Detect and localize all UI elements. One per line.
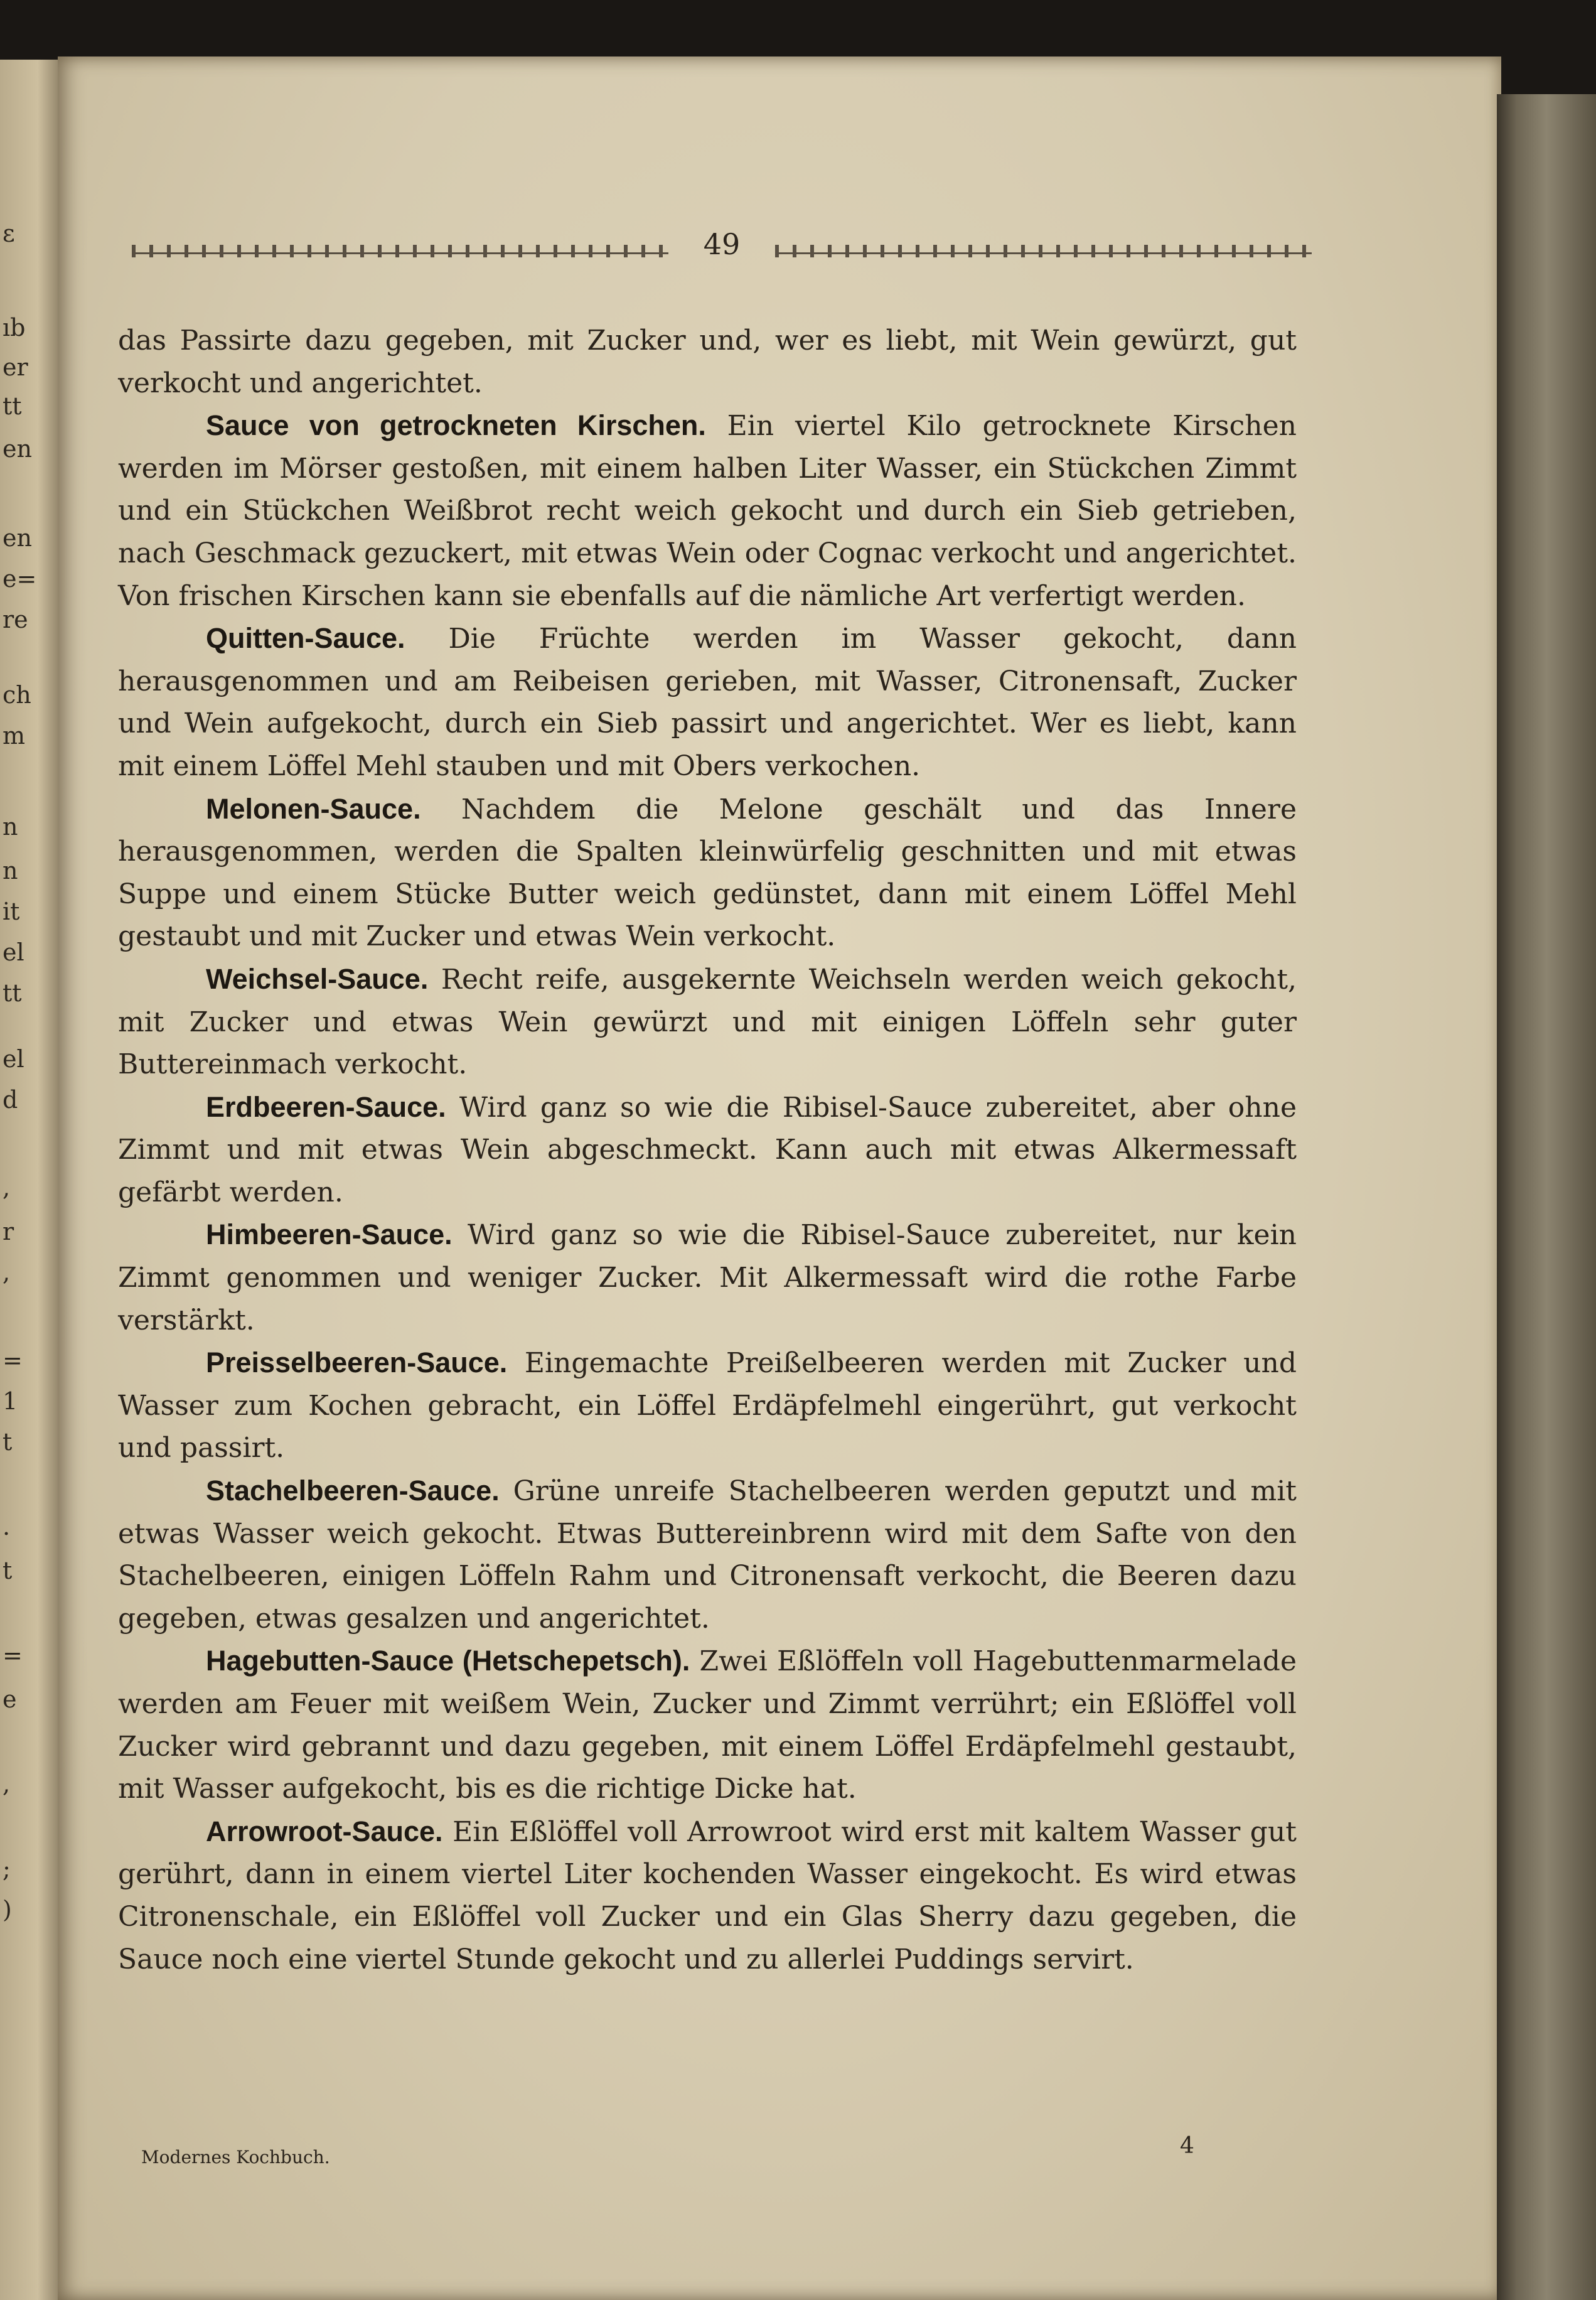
footer-signature-mark: 4 bbox=[1180, 2133, 1194, 2159]
facing-page-fragment: t bbox=[3, 1428, 13, 1456]
facing-page-fragment: er bbox=[3, 353, 28, 381]
paragraph-text: Zwei Eßlöffeln voll Hagebuttenmarmelade werden am Feuer mit weißem Wein, Zucker und Zimmt verrührt; ein Eßlöffel voll Zucker wird gebrannt und dazu gegeben, mit einem Löffel Erdäpfelmehl gestaubt, mit Wasser aufgekocht, bis es die richtige Dicke hat. bbox=[118, 1645, 1297, 1805]
paragraph bbox=[118, 1213, 1297, 1341]
recipe-title: Hagebutten-Sauce (Hetschepetsch). bbox=[206, 1645, 690, 1677]
paragraph-text: Nachdem die Melone geschält und das Innere herausgenommen, werden die Spalten kleinwürfelig geschnitten und mit etwas Suppe und einem Stücke Butter weich gedünstet, dann mit einem Löffel Mehl gestaubt und mit Zucker und etwas Wein verkocht. bbox=[118, 793, 1297, 953]
paragraph-text: Wird ganz so wie die Ribisel-Sauce zubereitet, nur kein Zimmt genommen und weniger Zucker. Mit Alkermessaft wird die rothe Farbe verstärkt. bbox=[118, 1219, 1297, 1336]
paragraph-text: Wird ganz so wie die Ribisel-Sauce zubereitet, aber ohne Zimmt und mit etwas Wein abgeschmeckt. Kann auch mit etwas Alkermessaft gefärbt werden. bbox=[118, 1091, 1297, 1208]
recipe-title: Stachelbeeren-Sauce. bbox=[206, 1475, 500, 1507]
paragraph-text: das Passirte dazu gegeben, mit Zucker und, wer es liebt, mit Wein gewürzt, gut verkocht und angerichtet. bbox=[118, 325, 1297, 399]
header-ornament-left bbox=[132, 245, 668, 257]
facing-page-fragment: m bbox=[3, 722, 26, 750]
facing-page-fragment: ɛ bbox=[3, 220, 15, 247]
recipe-title: Himbeeren-Sauce. bbox=[206, 1218, 453, 1251]
facing-page-fragment: , bbox=[3, 1259, 11, 1286]
facing-page-fragment: en bbox=[3, 435, 32, 463]
page-header bbox=[132, 227, 1312, 271]
recipe-title: Preisselbeeren-Sauce. bbox=[206, 1346, 508, 1379]
book-cover-edge bbox=[1497, 94, 1596, 2300]
facing-page-fragment: ; bbox=[3, 1855, 11, 1883]
page-body bbox=[118, 319, 1297, 1980]
facing-page-fragment: el bbox=[3, 1045, 24, 1073]
paragraph bbox=[118, 958, 1297, 1086]
paragraph bbox=[118, 617, 1297, 787]
facing-page-fragment: ch bbox=[3, 681, 31, 709]
paragraph bbox=[118, 1341, 1297, 1470]
paragraph-text: Recht reife, ausgekernte Weichseln werden weich gekocht, mit Zucker und etwas Wein gewürzt und mit einigen Löffeln sehr guter Buttereinmach verkocht. bbox=[118, 963, 1297, 1081]
facing-page-fragment: el bbox=[3, 938, 24, 966]
facing-page-fragment: e bbox=[3, 1685, 17, 1713]
paragraph-text: Ein viertel Kilo getrocknete Kirschen werden im Mörser gestoßen, mit einem halben Liter Wasser, ein Stückchen Zimmt und ein Stückchen Weißbrot recht weich gekocht und durch ein Sieb getrieben, nach Geschmack gezuckert, mit etwas Wein oder Cognac verkocht und angerichtet. Von frischen Kirschen kann sie ebenfalls auf die nämliche Art verfertigt werden. bbox=[118, 410, 1297, 612]
facing-page-fragment: tt bbox=[3, 979, 22, 1007]
paragraph bbox=[118, 404, 1297, 617]
facing-page-fragment: r bbox=[3, 1218, 14, 1245]
facing-page-fragment: tt bbox=[3, 392, 22, 420]
paragraph-text: Die Früchte werden im Wasser gekocht, dann herausgenommen und am Reibeisen gerieben, mit Wasser, Citronensaft, Zucker und Wein aufgekocht, durch ein Sieb passirt und angerichtet. Wer es liebt, kann mit einem Löffel Mehl stauben und mit Obers verkochen. bbox=[118, 623, 1297, 782]
footer-book-title: Modernes Kochbuch. bbox=[141, 2147, 330, 2168]
paragraph-text: Grüne unreife Stachelbeeren werden geputzt und mit etwas Wasser weich gekocht. Etwas Buttereinbrenn wird mit dem Safte von den Stachelbeeren, einigen Löffeln Rahm und Citronensaft verkocht, die Beeren dazu gegeben, etwas gesalzen und angerichtet. bbox=[118, 1475, 1297, 1635]
facing-page-fragment: e= bbox=[3, 565, 37, 593]
paragraph bbox=[118, 1810, 1297, 1980]
facing-page-fragment: t bbox=[3, 1557, 13, 1584]
facing-page-fragment: = bbox=[3, 1642, 23, 1669]
facing-page-fragment: n bbox=[3, 857, 18, 884]
facing-page-edge bbox=[0, 60, 63, 2300]
facing-page-fragment: . bbox=[3, 1513, 11, 1540]
facing-page-fragment: = bbox=[3, 1346, 23, 1374]
facing-page-fragment: ıb bbox=[3, 314, 26, 341]
paragraph-text: Eingemachte Preißelbeeren werden mit Zucker und Wasser zum Kochen gebracht, ein Löffel Erdäpfelmehl eingerührt, gut verkocht und passirt. bbox=[118, 1347, 1297, 1464]
facing-page-fragment: n bbox=[3, 813, 18, 841]
recipe-title: Weichsel-Sauce. bbox=[206, 962, 429, 995]
page-number: 49 bbox=[703, 227, 741, 261]
facing-page-fragment: , bbox=[3, 1174, 11, 1201]
recipe-title: Arrowroot-Sauce. bbox=[206, 1815, 443, 1847]
recipe-title: Sauce von getrockneten Kirschen. bbox=[206, 409, 706, 442]
paragraph bbox=[118, 788, 1297, 958]
recipe-title: Melonen-Sauce. bbox=[206, 792, 421, 825]
facing-page-fragment: 1 bbox=[3, 1387, 18, 1415]
paragraph bbox=[118, 319, 1297, 404]
recipe-title: Quitten-Sauce. bbox=[206, 622, 405, 655]
facing-page-fragment: en bbox=[3, 524, 32, 552]
paragraph bbox=[118, 1086, 1297, 1214]
facing-page-fragment: re bbox=[3, 606, 28, 633]
facing-page-fragment: it bbox=[3, 898, 20, 925]
paragraph bbox=[118, 1470, 1297, 1640]
paragraph bbox=[118, 1640, 1297, 1810]
header-ornament-right bbox=[775, 245, 1312, 257]
recipe-title: Erdbeeren-Sauce. bbox=[206, 1090, 446, 1123]
facing-page-fragment: , bbox=[3, 1770, 11, 1798]
paragraph-text: Ein Eßlöffel voll Arrowroot wird erst mit kaltem Wasser gut gerührt, dann in einem viertel Liter kochenden Wasser eingekocht. Es wird etwas Citronenschale, ein Eßlöffel voll Zucker und ein Glas Sherry dazu gegeben, die Sauce noch eine viertel Stunde gekocht und zu allerlei Puddings servirt. bbox=[118, 1815, 1297, 1975]
facing-page-fragment: d bbox=[3, 1086, 18, 1114]
facing-page-fragment: ) bbox=[3, 1896, 12, 1923]
